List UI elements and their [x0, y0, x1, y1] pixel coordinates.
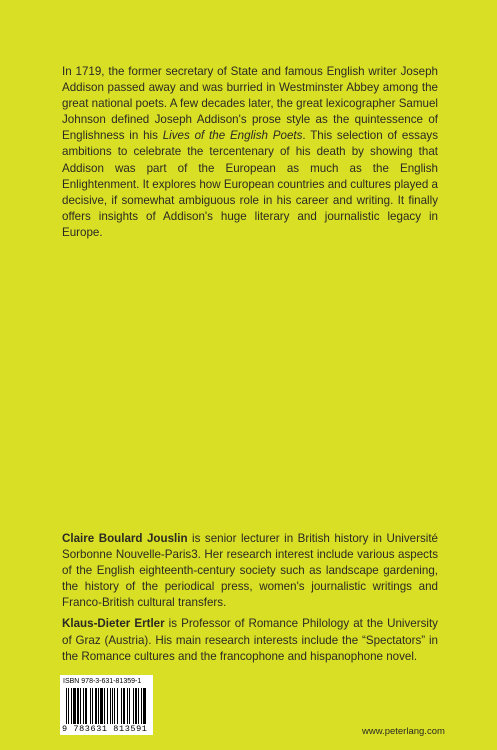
author-bio [62, 616, 438, 664]
barcode-bar [135, 688, 137, 724]
barcode-bar [138, 688, 139, 724]
blurb [62, 64, 438, 241]
barcode-bar [77, 688, 79, 724]
barcode-bar [141, 688, 142, 724]
barcode-bar [112, 688, 113, 724]
barcode-bar [73, 688, 76, 724]
author-name: Claire Boulard Jouslin [62, 532, 188, 545]
barcode-bar [71, 688, 72, 724]
barcode-bar [133, 688, 134, 724]
barcode-bar [98, 688, 99, 724]
author-bio-text: is senior lecturer in British history in Université Sorbonne Nouvelle-Paris3. Her research interest include various aspects of the English eighteenth-century society such as landscape gardening, the history of the periodical press, women's journalistic writings and Franco-British cultural transfers. [62, 532, 438, 610]
barcode-bar [117, 688, 118, 724]
blurb-text-part2: . This selection of essays ambitions to celebrate the tercentenary of his death by showing that Addison was part of the European as much as the English Enlightenment. It explores how European countries and cultures played a decisive, if somewhat ambiguous role in his career and writing. It finally offers insights of Addison's huge literary and journalistic legacy in Europe. [62, 129, 438, 239]
barcode-bar [110, 688, 111, 724]
barcode-bar [143, 688, 146, 724]
barcode-bar [95, 688, 97, 724]
barcode-bar [100, 688, 103, 724]
barcode-bar [83, 688, 84, 724]
barcode-bar [66, 688, 67, 724]
barcode-bar [85, 688, 87, 724]
isbn-label: ISBN 978-3-631-81359-1 [63, 678, 142, 685]
barcode-bar [68, 688, 69, 724]
author-bios [62, 531, 438, 670]
barcode-bar [121, 688, 122, 724]
blurb-paragraph [62, 64, 438, 241]
barcode-bar [129, 688, 130, 724]
barcode-bar [80, 688, 81, 724]
barcode-bar [92, 688, 93, 724]
barcode-digits: 9 783631 813591 [62, 724, 148, 734]
author-bio [62, 531, 438, 611]
barcode-bar [114, 688, 115, 724]
isbn-barcode [60, 675, 153, 735]
author-bio-text: is Professor of Romance Philology at the University of Graz (Austria). His main research interests include the “Spectators” in the Romance cultures and the francophone and hispanophone novel. [62, 617, 438, 663]
book-title: Lives of the English Poets [162, 129, 303, 143]
barcode-bars [66, 688, 148, 724]
barcode-bar [107, 688, 108, 724]
barcode-bar [127, 688, 128, 724]
author-name: Klaus-Dieter Ertler [62, 617, 165, 631]
barcode-bar [123, 688, 125, 724]
barcode-bar [104, 688, 105, 724]
publisher-website: www.peterlang.com [362, 726, 445, 737]
blurb-text-part1: In 1719, the former secretary of State and famous English writer Joseph Addison passed away and was burried in Westminster Abbey among the great national poets. A few decades later, the great lexicographer Samuel Johnson defined Joseph Addison's prose style as the quintessence of Englishness in his [62, 65, 438, 143]
barcode-bar [90, 688, 91, 724]
